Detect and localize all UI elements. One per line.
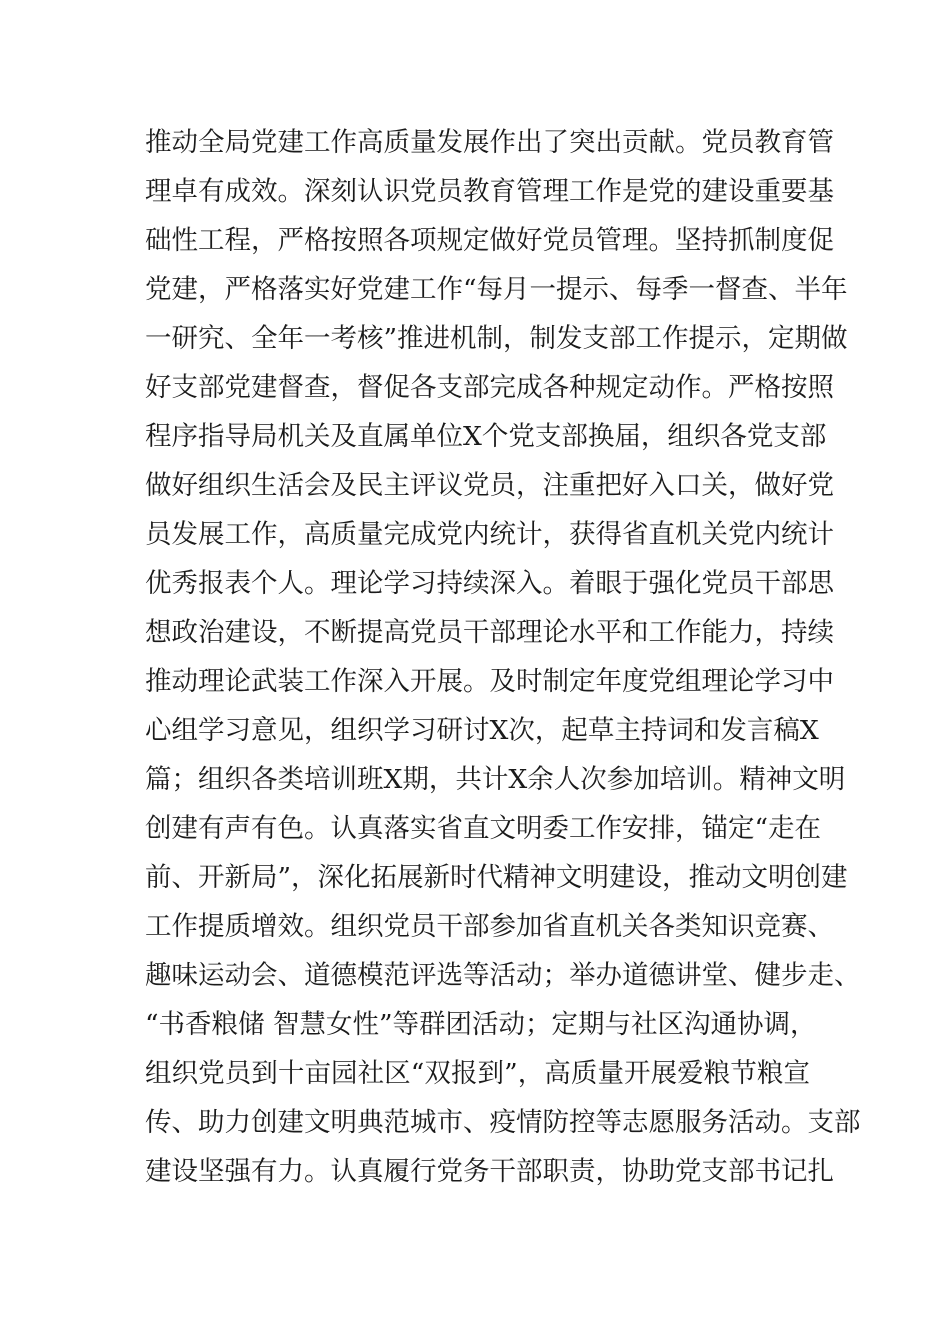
body-text (145, 123, 861, 1201)
text-line: 建设坚强有力。认真履行党务干部职责，协助党支部书记扎 (145, 1156, 834, 1187)
text-line: 推动理论武装工作深入开展。及时制定年度党组理论学习中 (145, 666, 834, 697)
text-line: 理卓有成效。深刻认识党员教育管理工作是党的建设重要基 (145, 176, 834, 207)
text-line: 做好组织生活会及民主评议党员，注重把好入口关，做好党 (145, 470, 834, 501)
text-line: “书香粮储 智慧女性”等群团活动；定期与社区沟通协调， (145, 1009, 817, 1040)
text-line: 员发展工作，高质量完成党内统计，获得省直机关党内统计 (145, 519, 834, 550)
text-line: 传、助力创建文明典范城市、疫情防控等志愿服务活动。支部 (145, 1107, 861, 1138)
text-line: 组织党员到十亩园社区“双报到”，高质量开展爱粮节粮宣 (145, 1058, 810, 1089)
text-line: 前、开新局”，深化拓展新时代精神文明建设，推动文明创建 (145, 862, 848, 893)
text-line: 础性工程，严格按照各项规定做好党员管理。坚持抓制度促 (145, 225, 834, 256)
text-line: 心组学习意见，组织学习研讨X次，起草主持词和发言稿X (145, 715, 819, 746)
text-line: 趣味运动会、道德模范评选等活动；举办道德讲堂、健步走、 (145, 960, 861, 991)
text-line: 篇；组织各类培训班X期，共计X余人次参加培训。精神文明 (145, 764, 846, 795)
text-line: 创建有声有色。认真落实省直文明委工作安排，锚定“走在 (145, 813, 822, 844)
text-line: 工作提质增效。组织党员干部参加省直机关各类知识竞赛、 (145, 911, 834, 942)
text-line: 一研究、全年一考核”推进机制，制发支部工作提示，定期做 (145, 323, 848, 354)
text-line: 推动全局党建工作高质量发展作出了突出贡献。党员教育管 (145, 127, 834, 158)
text-line: 党建，严格落实好党建工作“每月一提示、每季一督查、半年 (145, 274, 848, 305)
text-line: 想政治建设，不断提高党员干部理论水平和工作能力，持续 (145, 617, 834, 648)
text-line: 好支部党建督查，督促各支部完成各种规定动作。严格按照 (145, 372, 834, 403)
text-line: 程序指导局机关及直属单位X个党支部换届，组织各党支部 (145, 421, 827, 452)
text-line: 优秀报表个人。理论学习持续深入。着眼于强化党员干部思 (145, 568, 834, 599)
